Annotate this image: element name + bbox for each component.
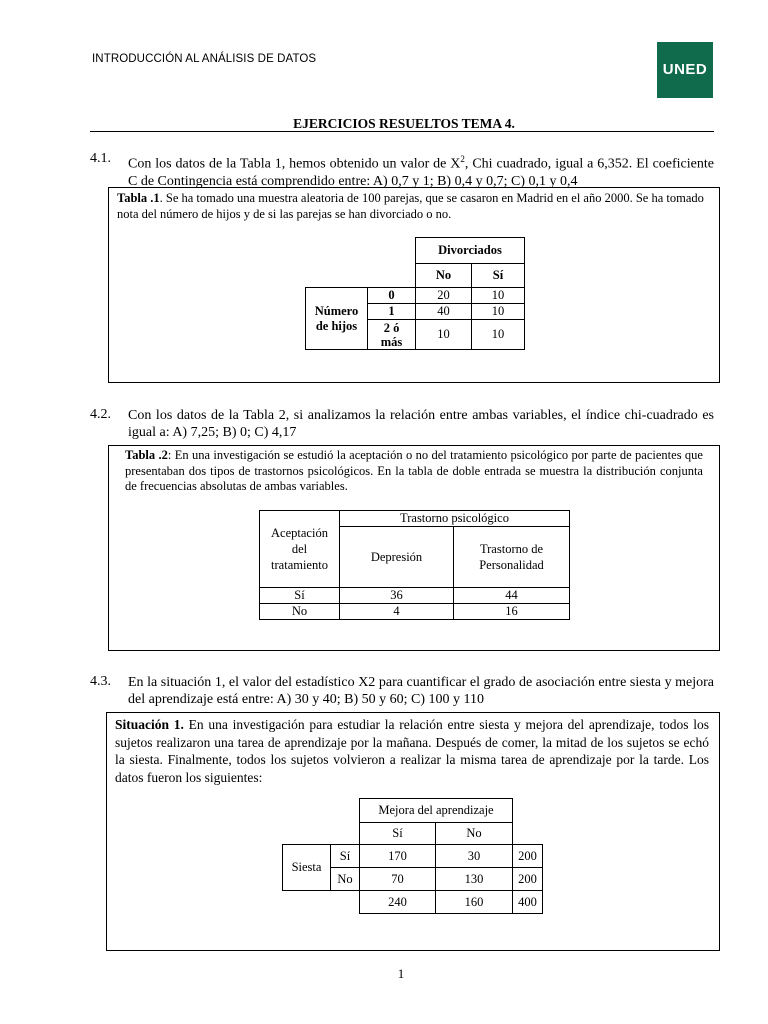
table1-box — [108, 187, 720, 383]
table2-cell: 4 — [340, 604, 454, 620]
table2-row-label: Sí — [260, 588, 340, 604]
table2-label: Tabla .2 — [125, 448, 168, 462]
uned-logo — [657, 42, 713, 98]
table1-text: . Se ha tomado una muestra aleatoria de 100 parejas, que se casaron en Madrid en el año 2000. Se ha tomado nota del número de hijos y de si las parejas se han divorciado o no. — [117, 191, 704, 221]
question-text: En la situación 1, el valor del estadístico X2 para cuantificar el grado de asociación entre siesta y mejora del aprendizaje está entre: A) 30 y 40; B) 50 y 60; C) 100 y 110 — [128, 675, 714, 707]
table1-cell: 10 — [472, 288, 525, 304]
table1-row-label: 0 — [368, 288, 416, 304]
situation1-description — [115, 716, 709, 786]
table3-row-label: Sí — [331, 845, 360, 868]
page-title: EJERCICIOS RESUELTOS TEMA 4. — [293, 116, 515, 131]
table3 — [282, 798, 543, 914]
running-header: INTRODUCCIÓN AL ANÁLISIS DE DATOS — [92, 53, 317, 65]
question-number: 4.1. — [90, 151, 111, 166]
table1-col-header: Sí — [472, 264, 525, 288]
table1-cell: 10 — [472, 304, 525, 320]
table1-cell: 20 — [416, 288, 472, 304]
table2 — [259, 510, 570, 620]
table2-cell: 16 — [454, 604, 570, 620]
table1-cell: 10 — [472, 320, 525, 350]
title-divider — [90, 131, 714, 132]
table2-description — [125, 448, 703, 495]
table2-text: : En una investigación se estudió la aceptación o no del tratamiento psicológico por parte de pacientes que presentaban dos tipos de trastornos psicológicos. En la tabla de doble entrada se muestra la distribución conjunta de frecuencias absolutas de ambas variables. — [125, 448, 703, 493]
situation1-label: Situación 1. — [115, 717, 184, 732]
table3-cell: 30 — [436, 845, 513, 868]
table1-cell: 10 — [416, 320, 472, 350]
table1 — [305, 237, 525, 350]
table3-row-total: 200 — [513, 845, 543, 868]
table3-grand-total: 400 — [513, 891, 543, 914]
table1-cell: 40 — [416, 304, 472, 320]
table3-cell: 130 — [436, 868, 513, 891]
table2-cell: 36 — [340, 588, 454, 604]
table1-row-label: 1 — [368, 304, 416, 320]
table1-col-header: No — [416, 264, 472, 288]
table3-col-group: Mejora del aprendizaje — [360, 799, 513, 823]
table2-col-header: Depresión — [340, 527, 454, 588]
table3-row-label: No — [331, 868, 360, 891]
table3-col-total: 160 — [436, 891, 513, 914]
situation1-text: En una investigación para estudiar la relación entre siesta y mejora del aprendizaje, todos los sujetos realizaron una tarea de aprendizaje por la mañana. Después de comer, la mitad de los sujetos se echó la siesta. Finalmente, todos los sujetos volvieron a realizar la misma tarea de aprendizaje por la tarde. Los datos fueron los siguientes: — [115, 717, 710, 785]
table1-row-group: Número de hijos — [306, 288, 368, 350]
question-text-b: , Chi cuadrado, igual a 6,352. El coeficiente C de Contingencia está comprendido entre: A) 0,7 y 1; B) 0,4 y 0,7; C) 0,1 y 0,4 — [128, 156, 714, 189]
table2-row-group: Aceptación del tratamiento — [260, 511, 340, 588]
table1-description — [117, 191, 711, 222]
table2-row-label: No — [260, 604, 340, 620]
table3-cell: 70 — [360, 868, 436, 891]
table1-label: Tabla .1 — [117, 191, 160, 205]
table2-col-header: Trastorno de Personalidad — [454, 527, 570, 588]
table3-col-header: Sí — [360, 823, 436, 845]
table2-col-group: Trastorno psicológico — [340, 511, 570, 527]
table2-box — [108, 445, 720, 651]
chi-square-superscript: 2 — [460, 154, 465, 164]
situation1-box — [106, 712, 720, 951]
table3-row-group: Siesta — [283, 845, 331, 891]
question-number: 4.2. — [90, 407, 111, 422]
table3-col-total: 240 — [360, 891, 436, 914]
question-text: Con los datos de la Tabla 2, si analizamos la relación entre ambas variables, el índice chi-cuadrado es igual a: A) 7,25; B) 0; C) 4,17 — [128, 408, 714, 440]
question-number: 4.3. — [90, 674, 111, 689]
question-text — [128, 151, 714, 190]
logo-text: UNED — [662, 61, 708, 78]
table1-col-group: Divorciados — [416, 238, 525, 264]
table1-row-label: 2 ó más — [368, 320, 416, 350]
page-number: 1 — [397, 966, 405, 981]
table3-cell: 170 — [360, 845, 436, 868]
table3-row-total: 200 — [513, 868, 543, 891]
table2-cell: 44 — [454, 588, 570, 604]
table3-col-header: No — [436, 823, 513, 845]
question-text-a: Con los datos de la Tabla 1, hemos obtenido un valor de X — [128, 156, 461, 172]
